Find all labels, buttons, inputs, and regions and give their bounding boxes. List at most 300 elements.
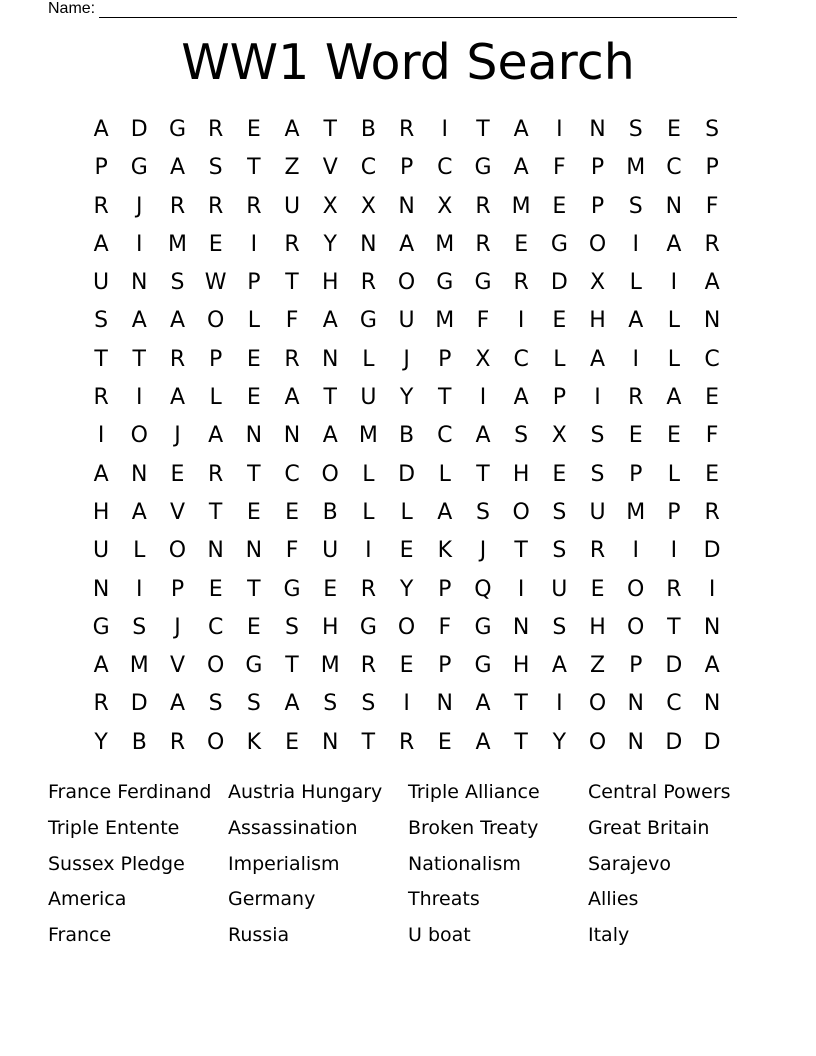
grid-letter: J — [136, 193, 143, 219]
grid-letter: R — [208, 117, 224, 142]
grid-letter: R — [93, 193, 109, 219]
grid-letter: S — [208, 691, 223, 717]
grid-letter: G — [474, 653, 492, 679]
grid-letter: P — [705, 155, 719, 181]
grid-letter: P — [438, 346, 452, 372]
grid-letter: A — [284, 385, 300, 411]
grid-letter: N — [131, 270, 148, 296]
grid-letter: D — [703, 729, 721, 755]
grid-letter: N — [245, 538, 263, 564]
grid-letter: D — [665, 729, 683, 755]
grid-letter: A — [284, 691, 300, 717]
grid-letter: O — [512, 499, 530, 525]
grid-letter: H — [512, 653, 530, 679]
grid-letter: M — [435, 231, 455, 257]
name-underline — [99, 3, 737, 18]
grid-letter: E — [399, 653, 414, 679]
grid-letter: A — [551, 653, 567, 679]
grid-letter: N — [245, 423, 263, 449]
grid-letter: P — [438, 576, 452, 602]
grid-letter: A — [513, 385, 529, 411]
grid-letter: F — [285, 308, 299, 334]
word-list-item: Threats — [408, 888, 480, 911]
grid-letter: L — [553, 346, 566, 372]
grid-letter: V — [169, 653, 185, 679]
word-list-item: Imperialism — [228, 852, 340, 875]
grid-letter: T — [208, 499, 223, 525]
grid-letter: O — [588, 691, 607, 717]
word-list-item: Austria Hungary — [228, 781, 383, 803]
grid-letter: I — [670, 538, 678, 564]
grid-letter: T — [285, 270, 299, 296]
grid-letter: X — [322, 193, 338, 219]
grid-letter: R — [284, 346, 300, 372]
grid-letter: E — [285, 729, 299, 755]
grid-letter: E — [323, 576, 338, 602]
grid-letter: P — [438, 653, 452, 679]
grid-letter: W — [204, 270, 227, 296]
grid-letter: N — [283, 423, 301, 449]
grid-letter: E — [208, 576, 223, 602]
grid-letter: E — [552, 308, 567, 334]
grid-letter: R — [93, 691, 109, 717]
grid-letter: M — [167, 231, 187, 257]
grid-letter: L — [438, 461, 451, 487]
grid-letter: V — [169, 499, 185, 525]
grid-letter: S — [590, 423, 605, 449]
grid-letter: R — [93, 385, 109, 411]
grid-letter: P — [552, 385, 566, 411]
grid-letter: S — [170, 270, 185, 296]
grid-letter: I — [517, 576, 525, 602]
grid-letter: M — [626, 499, 646, 525]
grid-letter: A — [475, 729, 491, 755]
word-list-item: Assassination — [228, 816, 358, 839]
grid-letter: A — [704, 270, 720, 296]
grid-letter: S — [514, 423, 529, 449]
grid-letter: M — [358, 423, 378, 449]
grid-letter: N — [92, 576, 110, 602]
grid-letter: I — [441, 117, 449, 142]
grid-letter: C — [360, 155, 377, 181]
grid-letter: E — [246, 117, 261, 142]
grid-letter: U — [398, 308, 415, 334]
grid-letter: C — [666, 155, 682, 181]
grid-letter: E — [514, 231, 529, 257]
grid-letter: T — [247, 155, 261, 181]
grid-letter: A — [513, 155, 529, 181]
grid-letter: G — [436, 270, 454, 296]
grid-letter: P — [590, 155, 605, 181]
grid-letter: A — [704, 653, 720, 679]
grid-letter: S — [94, 308, 109, 334]
grid-letter: B — [322, 499, 338, 525]
grid-letter: N — [512, 614, 530, 640]
grid-letter: S — [246, 691, 261, 717]
grid-letter: X — [551, 423, 567, 449]
grid-letter: R — [208, 461, 224, 487]
grid-letter: A — [93, 653, 109, 679]
word-list-item: Broken Treaty — [408, 816, 539, 839]
grid-letter: I — [250, 231, 258, 257]
grid-letter: E — [552, 193, 567, 219]
grid-letter: U — [589, 499, 606, 525]
grid-letter: S — [552, 499, 567, 525]
grid-letter: A — [513, 117, 529, 142]
grid-letter: R — [398, 729, 415, 755]
grid-letter: M — [435, 308, 455, 334]
grid-letter: N — [703, 691, 721, 717]
grid-letter: Y — [94, 729, 108, 755]
word-list-item: Central Powers — [588, 781, 731, 803]
grid-letter: L — [362, 461, 375, 487]
grid-letter: E — [437, 729, 452, 755]
grid-letter: N — [665, 193, 683, 219]
grid-letter: N — [589, 117, 606, 142]
grid-letter: I — [136, 231, 143, 257]
word-list-item: Nationalism — [408, 852, 521, 875]
grid-letter: N — [360, 231, 377, 257]
grid-letter: G — [359, 614, 377, 640]
grid-letter: E — [246, 385, 261, 411]
grid-letter: R — [169, 346, 186, 372]
grid-letter: R — [475, 231, 491, 257]
grid-letter: A — [169, 155, 185, 181]
grid-letter: K — [246, 729, 262, 755]
grid-letter: H — [321, 270, 339, 296]
grid-letter: S — [628, 117, 643, 142]
grid-letter: A — [93, 231, 109, 257]
grid-letter: E — [666, 423, 681, 449]
grid-letter: A — [169, 691, 185, 717]
grid-letter: S — [552, 614, 567, 640]
letter-grid — [82, 111, 731, 762]
grid-letter: R — [360, 576, 377, 602]
grid-letter: O — [397, 270, 416, 296]
grid-letter: E — [705, 385, 720, 411]
grid-letter: O — [321, 461, 339, 487]
grid-letter: Y — [552, 729, 567, 755]
grid-letter: K — [437, 538, 452, 564]
grid-letter: Y — [399, 385, 414, 411]
grid-letter: N — [703, 614, 721, 640]
grid-letter: R — [666, 576, 682, 602]
grid-letter: A — [131, 308, 147, 334]
grid-letter: L — [667, 308, 681, 334]
word-list-item: Germany — [228, 888, 316, 911]
grid-letter: A — [322, 423, 338, 449]
grid-letter: C — [666, 691, 682, 717]
grid-letter: A — [131, 499, 147, 525]
grid-letter: R — [169, 729, 186, 755]
grid-letter: H — [321, 614, 339, 640]
grid-letter: E — [705, 461, 720, 487]
grid-letter: Z — [284, 155, 300, 181]
grid-letter: C — [704, 346, 720, 372]
grid-letter: C — [437, 155, 453, 181]
grid-letter: L — [362, 346, 375, 372]
grid-letter: P — [590, 193, 605, 219]
grid-letter: I — [708, 576, 716, 602]
grid-letter: T — [247, 461, 261, 487]
grid-letter: E — [399, 538, 414, 564]
grid-letter: A — [628, 308, 644, 334]
grid-letter: I — [136, 576, 143, 602]
grid-letter: A — [93, 461, 109, 487]
grid-letter: P — [94, 155, 108, 181]
grid-letter: L — [209, 385, 222, 411]
grid-letter: U — [322, 538, 339, 564]
grid-letter: T — [132, 346, 146, 372]
grid-letter: A — [208, 423, 224, 449]
grid-letter: I — [556, 691, 563, 717]
grid-letter: O — [588, 729, 607, 755]
grid-letter: G — [92, 614, 110, 640]
grid-letter: G — [245, 653, 263, 679]
grid-letter: R — [246, 193, 262, 219]
grid-letter: I — [632, 346, 639, 372]
grid-letter: M — [626, 155, 646, 181]
grid-letter: I — [670, 270, 678, 296]
grid-letter: U — [93, 270, 110, 296]
grid-letter: T — [247, 576, 261, 602]
grid-letter: I — [97, 423, 105, 449]
grid-letter: T — [514, 729, 528, 755]
grid-letter: C — [207, 614, 224, 640]
grid-letter: U — [551, 576, 568, 602]
grid-letter: O — [206, 308, 225, 334]
grid-letter: E — [552, 461, 567, 487]
grid-letter: T — [285, 653, 299, 679]
grid-letter: X — [589, 270, 606, 296]
grid-letter: U — [360, 385, 377, 411]
grid-letter: D — [550, 270, 568, 296]
grid-letter: X — [437, 193, 453, 219]
grid-letter: D — [130, 117, 148, 142]
grid-letter: S — [323, 691, 338, 717]
grid-letter: I — [403, 691, 410, 717]
grid-letter: H — [92, 499, 110, 525]
grid-letter: J — [174, 614, 181, 640]
grid-letter: O — [206, 729, 225, 755]
grid-letter: I — [556, 117, 563, 142]
grid-letter: E — [246, 346, 261, 372]
grid-letter: J — [174, 423, 181, 449]
grid-letter: S — [132, 614, 147, 640]
grid-letter: I — [632, 538, 639, 564]
word-list-item: Sarajevo — [588, 852, 671, 875]
word-list-item: Sussex Pledge — [48, 852, 185, 875]
grid-letter: I — [365, 538, 372, 564]
grid-letter: E — [590, 576, 605, 602]
grid-letter: S — [361, 691, 376, 717]
grid-letter: A — [590, 346, 606, 372]
word-list-item: France Ferdinand — [48, 781, 212, 803]
grid-letter: U — [93, 538, 110, 564]
grid-letter: U — [283, 193, 301, 219]
grid-letter: T — [323, 385, 337, 411]
grid-letter: Y — [323, 231, 337, 257]
grid-letter: R — [360, 270, 377, 296]
grid-letter: D — [130, 691, 148, 717]
word-list — [48, 775, 768, 954]
grid-letter: A — [93, 117, 109, 142]
grid-letter: P — [629, 461, 643, 487]
grid-letter: F — [705, 423, 719, 449]
grid-letter: A — [437, 499, 453, 525]
grid-letter: Q — [474, 576, 492, 602]
grid-letter: T — [667, 614, 681, 640]
grid-letter: T — [94, 346, 108, 372]
grid-letter: S — [590, 461, 605, 487]
word-list-item: Allies — [588, 888, 639, 911]
grid-letter: D — [665, 653, 683, 679]
grid-letter: N — [436, 691, 454, 717]
word-list-item: Russia — [228, 924, 290, 947]
grid-letter: N — [627, 729, 644, 755]
grid-letter: O — [206, 653, 225, 679]
grid-letter: O — [627, 576, 645, 602]
grid-letter: M — [511, 193, 531, 219]
grid-letter: L — [667, 461, 681, 487]
grid-letter: L — [362, 499, 375, 525]
grid-letter: L — [400, 499, 413, 525]
word-list-item: America — [48, 888, 127, 911]
grid-letter: I — [632, 231, 639, 257]
name-field — [48, 0, 737, 18]
grid-letter: S — [628, 193, 643, 219]
grid-letter: P — [399, 155, 414, 181]
word-list-item: France — [48, 924, 112, 947]
grid-letter: T — [438, 385, 452, 411]
grid-letter: O — [130, 423, 148, 449]
grid-letter: H — [512, 461, 530, 487]
grid-letter: P — [209, 346, 223, 372]
grid-letter: G — [130, 155, 148, 181]
grid-letter: O — [168, 538, 187, 564]
grid-letter: S — [285, 614, 300, 640]
grid-letter: J — [403, 346, 410, 372]
grid-letter: R — [628, 385, 644, 411]
grid-letter: R — [169, 193, 186, 219]
grid-letter: R — [284, 231, 300, 257]
grid-letter: G — [550, 231, 568, 257]
grid-letter: E — [246, 499, 261, 525]
grid-letter: T — [323, 117, 337, 142]
grid-letter: L — [247, 308, 260, 334]
grid-letter: F — [705, 193, 719, 219]
grid-letter: E — [170, 461, 185, 487]
grid-letter: F — [285, 538, 299, 564]
grid-letter: A — [666, 385, 682, 411]
grid-letter: A — [284, 117, 300, 142]
grid-letter: A — [169, 385, 185, 411]
grid-letter: A — [475, 691, 491, 717]
grid-letter: O — [627, 614, 645, 640]
grid-letter: C — [284, 461, 300, 487]
word-list-item: Italy — [588, 924, 630, 947]
name-label: Name: — [48, 0, 96, 17]
grid-letter: T — [476, 117, 490, 142]
grid-letter: E — [208, 231, 223, 257]
grid-letter: A — [322, 308, 338, 334]
grid-letter: Z — [589, 653, 606, 679]
grid-letter: L — [133, 538, 146, 564]
grid-letter: G — [474, 155, 492, 181]
grid-letter: T — [361, 729, 376, 755]
grid-letter: R — [360, 653, 377, 679]
grid-letter: S — [552, 538, 567, 564]
grid-letter: T — [514, 538, 528, 564]
grid-letter: L — [667, 346, 681, 372]
grid-letter: H — [589, 308, 606, 334]
grid-letter: F — [476, 308, 490, 334]
grid-letter: G — [474, 270, 492, 296]
grid-letter: M — [320, 653, 340, 679]
grid-letter: R — [398, 117, 415, 142]
grid-letter: B — [399, 423, 415, 449]
grid-letter: H — [589, 614, 606, 640]
grid-letter: B — [360, 117, 376, 142]
grid-letter: R — [208, 193, 224, 219]
grid-letter: I — [136, 385, 143, 411]
grid-letter: S — [208, 155, 223, 181]
grid-letter: I — [517, 308, 525, 334]
grid-letter: S — [475, 499, 490, 525]
grid-letter: I — [479, 385, 487, 411]
grid-letter: R — [704, 231, 720, 257]
grid-letter: I — [594, 385, 601, 411]
grid-letter: Y — [399, 576, 414, 602]
grid-letter: B — [131, 729, 147, 755]
grid-letter: P — [247, 270, 261, 296]
grid-letter: N — [207, 538, 224, 564]
grid-letter: O — [588, 231, 607, 257]
grid-letter: P — [170, 576, 185, 602]
grid-letter: C — [513, 346, 529, 372]
word-list-item: Triple Entente — [48, 816, 180, 839]
grid-letter: R — [513, 270, 529, 296]
grid-letter: E — [246, 614, 261, 640]
grid-letter: M — [129, 653, 149, 679]
page-title: WW1 Word Search — [181, 34, 635, 91]
grid-letter: X — [475, 346, 491, 372]
grid-letter: P — [629, 653, 643, 679]
grid-letter: N — [703, 308, 721, 334]
word-list-item: Triple Alliance — [408, 781, 540, 803]
grid-letter: S — [705, 117, 720, 142]
grid-letter: N — [627, 691, 644, 717]
grid-letter: L — [629, 270, 642, 296]
grid-letter: N — [131, 461, 148, 487]
grid-letter: X — [360, 193, 376, 219]
grid-letter: C — [437, 423, 453, 449]
grid-letter: R — [589, 538, 606, 564]
grid-letter: R — [704, 499, 720, 525]
grid-letter: A — [399, 231, 415, 257]
grid-letter: A — [666, 231, 682, 257]
word-list-item: U boat — [408, 924, 471, 947]
grid-letter: T — [514, 691, 528, 717]
word-list-item: Great Britain — [588, 816, 710, 839]
grid-letter: O — [397, 614, 416, 640]
grid-letter: E — [666, 117, 681, 142]
grid-letter: A — [169, 308, 185, 334]
grid-letter: P — [667, 499, 681, 525]
grid-letter: F — [438, 614, 452, 640]
grid-letter: G — [359, 308, 377, 334]
grid-letter: G — [474, 614, 492, 640]
